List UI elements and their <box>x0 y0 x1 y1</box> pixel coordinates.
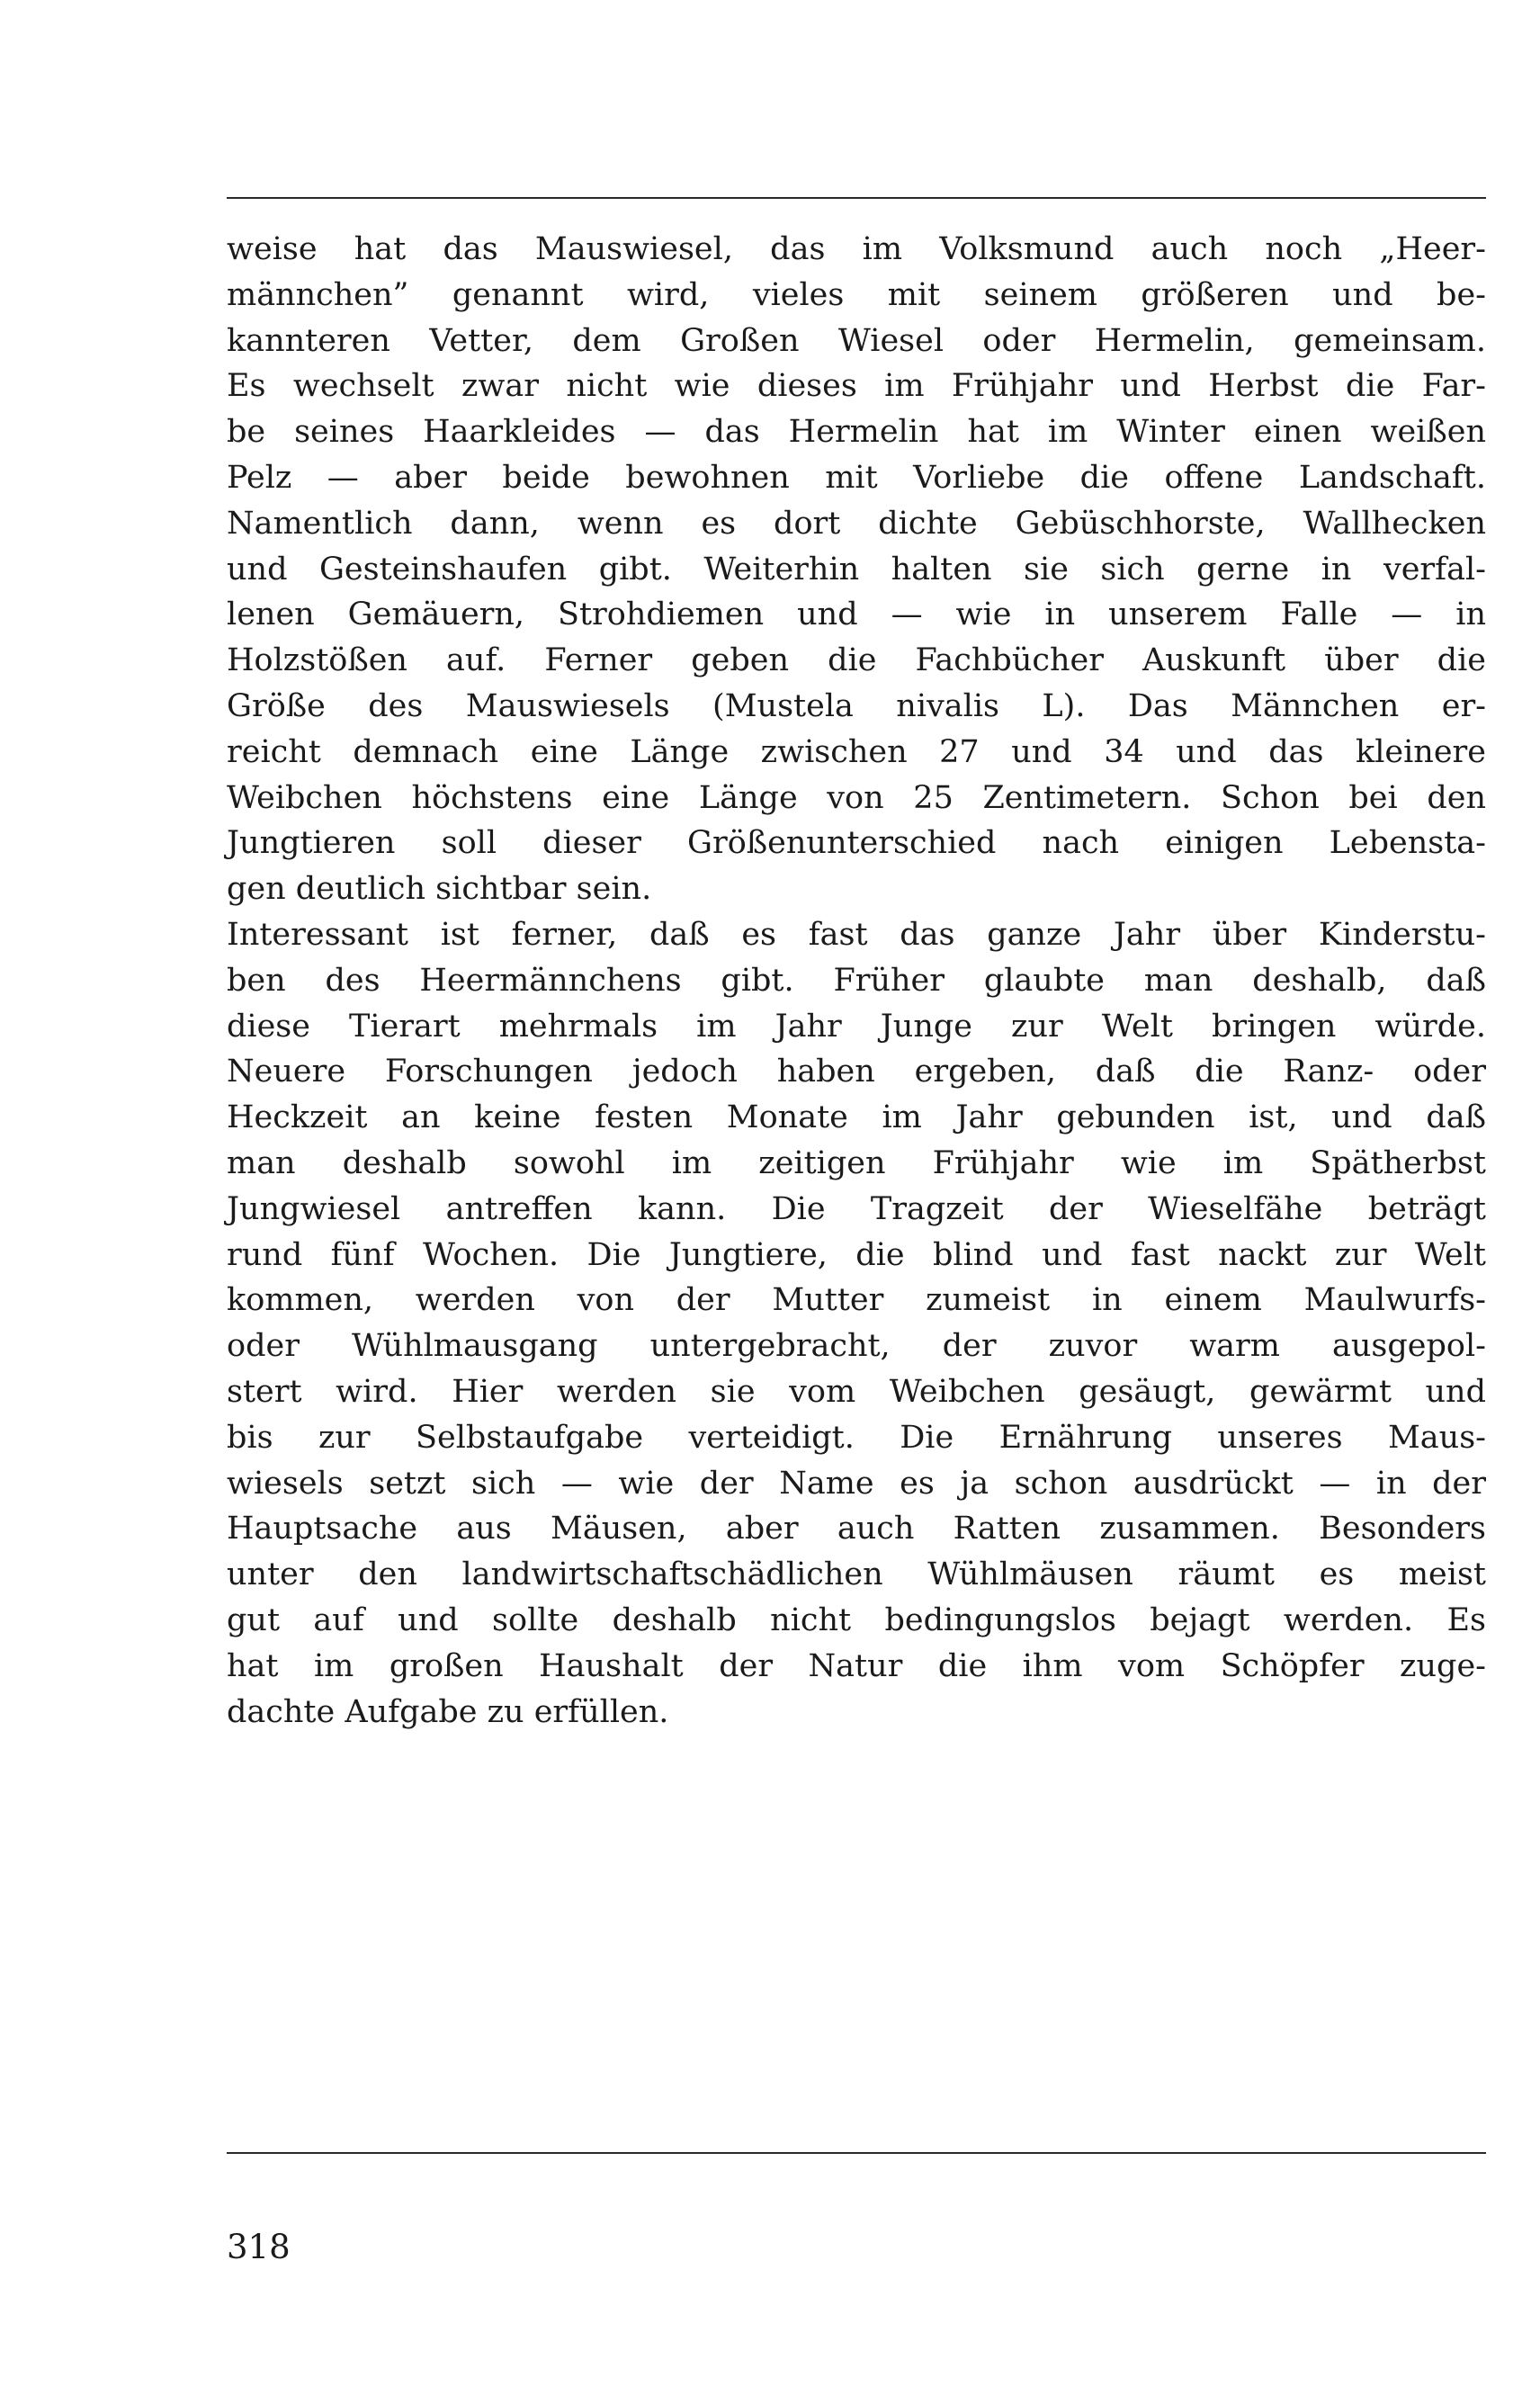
text-line: gut auf und sollte deshalb nicht bedingungslos bejagt werden. Es <box>227 1601 1486 1638</box>
text-line: weise hat das Mauswiesel, das im Volksmund auch noch „Heer- <box>227 231 1486 267</box>
text-line: Namentlich dann, wenn es dort dichte Gebüschhorste, Wallhecken <box>227 505 1486 542</box>
body-text <box>227 227 1486 1735</box>
text-line: Hauptsache aus Mäusen, aber auch Ratten zusammen. Besonders <box>227 1511 1486 1547</box>
paragraph-end-line: dachte Aufgabe zu erfüllen. <box>227 1693 669 1730</box>
paragraph-end-line: gen deutlich sichtbar sein. <box>227 871 652 908</box>
text-line: kannteren Vetter, dem Großen Wiesel oder Hermelin, gemeinsam. <box>227 322 1486 359</box>
text-line: hat im großen Haushalt der Natur die ihm vom Schöpfer zuge- <box>227 1647 1486 1684</box>
text-line: und Gesteinshaufen gibt. Weiterhin halten sie sich gerne in verfal- <box>227 551 1486 588</box>
text-line: Pelz — aber beide bewohnen mit Vorliebe die offene Landschaft. <box>227 459 1486 496</box>
text-line: diese Tierart mehrmals im Jahr Junge zur Welt bringen würde. <box>227 1008 1486 1045</box>
text-line: stert wird. Hier werden sie vom Weibchen gesäugt, gewärmt und <box>227 1373 1486 1410</box>
text-line: Jungwiesel antreffen kann. Die Tragzeit der Wieselfähe beträgt <box>227 1190 1486 1227</box>
text-line: rund fünf Wochen. Die Jungtiere, die blind und fast nackt zur Welt <box>227 1236 1486 1273</box>
text-line: lenen Gemäuern, Strohdiemen und — wie in unserem Falle — in <box>227 597 1486 633</box>
bottom-rule <box>227 2152 1486 2154</box>
text-line: bis zur Selbstaufgabe verteidigt. Die Ernährung unseres Maus- <box>227 1419 1486 1456</box>
text-line: Interessant ist ferner, daß es fast das ganze Jahr über Kinderstu- <box>227 916 1486 953</box>
text-line: wiesels setzt sich — wie der Name es ja schon ausdrückt — in der <box>227 1465 1486 1502</box>
text-line: ben des Heermännchens gibt. Früher glaubte man deshalb, daß <box>227 962 1486 999</box>
page-number: 318 <box>227 2228 291 2266</box>
text-line: be seines Haarkleides — das Hermelin hat im Winter einen weißen <box>227 414 1486 451</box>
text-line: reicht demnach eine Länge zwischen 27 und 34 und das kleinere <box>227 733 1486 770</box>
text-line: Holzstößen auf. Ferner geben die Fachbücher Auskunft über die <box>227 642 1486 679</box>
text-line: kommen, werden von der Mutter zumeist in einem Maulwurfs- <box>227 1282 1486 1319</box>
text-line: männchen” genannt wird, vieles mit seinem größeren und be- <box>227 276 1486 313</box>
text-line: Neuere Forschungen jedoch haben ergeben, daß die Ranz- oder <box>227 1054 1486 1090</box>
text-line: man deshalb sowohl im zeitigen Frühjahr wie im Spätherbst <box>227 1144 1486 1181</box>
text-line: Weibchen höchstens eine Länge von 25 Zentimetern. Schon bei den <box>227 779 1486 816</box>
text-line: Es wechselt zwar nicht wie dieses im Frühjahr und Herbst die Far- <box>227 368 1486 405</box>
text-line: unter den landwirtschaftschädlichen Wühlmäusen räumt es meist <box>227 1556 1486 1593</box>
top-rule <box>227 197 1486 199</box>
text-line: Jungtieren soll dieser Größenunterschied nach einigen Lebensta- <box>227 825 1486 862</box>
text-line: Größe des Mauswiesels (Mustela nivalis L). Das Männchen er- <box>227 687 1486 724</box>
text-line: Heckzeit an keine festen Monate im Jahr gebunden ist, und daß <box>227 1099 1486 1136</box>
text-line: oder Wühlmausgang untergebracht, der zuvor warm ausgepol- <box>227 1328 1486 1365</box>
